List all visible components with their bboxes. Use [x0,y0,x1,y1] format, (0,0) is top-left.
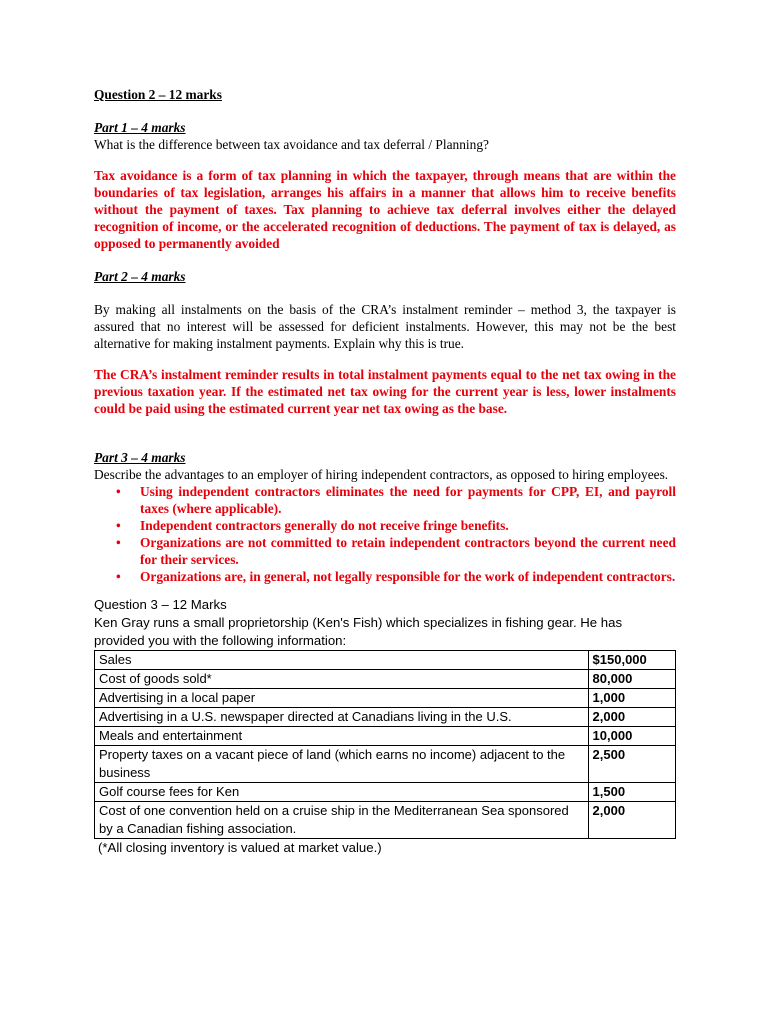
list-item: • Organizations are not committed to retain independent contractors beyond the current need for their services. [116,535,676,567]
list-item: • Using independent contractors eliminates the need for payments for CPP, EI, and payroll taxes (where applicable). [116,484,676,516]
part-1-answer: Tax avoidance is a form of tax planning in which the taxpayer, through means that are within the boundaries of tax legislation, arranges his affairs in a manner that allows him to receive benefits without the payment of taxes. Tax planning to achieve tax deferral involves either the delayed recognition of income, or the accelerated recognition of deductions. The payment of tax is delayed, as opposed to permanently avoided [94,168,676,251]
part-3-title: Part 3 – 4 marks [94,450,186,465]
part-1-question: What is the difference between tax avoidance and tax deferral / Planning? [94,137,489,152]
row-amount: 2,000 [588,802,675,839]
table-row [95,727,676,746]
row-amount: 80,000 [588,670,675,689]
list-item: • Independent contractors generally do not receive fringe benefits. [116,518,509,533]
part-1-title: Part 1 – 4 marks [94,120,186,135]
bullet-icon: • [116,535,121,550]
list-item: • Organizations are, in general, not legally responsible for the work of independent contractors. [116,569,676,584]
row-item: Advertising in a local paper [95,689,589,708]
bullet-icon: • [116,569,121,584]
row-amount: 1,500 [588,783,675,802]
table-row [95,802,676,839]
part-3-question: Describe the advantages to an employer of hiring independent contractors, as opposed to hiring employees. [94,467,669,482]
bullet-icon: • [116,518,121,533]
table-footnote: (*All closing inventory is valued at market value.) [98,840,382,855]
part-3-answer-list [94,483,676,585]
row-item: Cost of one convention held on a cruise ship in the Mediterranean Sea sponsored by a Canadian fishing association. [95,802,589,839]
bullet-icon: • [116,484,121,499]
document-page [94,86,676,857]
financial-info-table [94,650,676,839]
question-2-title: Question 2 – 12 marks [94,87,222,102]
table-row [95,670,676,689]
part-2-title: Part 2 – 4 marks [94,269,186,284]
row-item: Golf course fees for Ken [95,783,589,802]
table-row [95,651,676,670]
table-row [95,746,676,783]
row-amount: 1,000 [588,689,675,708]
row-item: Sales [95,651,589,670]
question-3-title: Question 3 – 12 Marks [94,597,227,612]
table-row [95,708,676,727]
part-2-question: By making all instalments on the basis of the CRA’s instalment reminder – method 3, the taxpayer is assured that no interest will be assessed for deficient instalments. However, this may not be the best alternative for making instalment payments. Explain why this is true. [94,302,676,351]
row-item: Advertising in a U.S. newspaper directed at Canadians living in the U.S. [95,708,589,727]
table-row [95,689,676,708]
row-amount: 2,500 [588,746,675,783]
row-amount: 2,000 [588,708,675,727]
row-amount: 10,000 [588,727,675,746]
row-item: Cost of goods sold* [95,670,589,689]
row-item: Meals and entertainment [95,727,589,746]
row-item: Property taxes on a vacant piece of land (which earns no income) adjacent to the business [95,746,589,783]
row-amount: $150,000 [588,651,675,670]
question-3-intro: Ken Gray runs a small proprietorship (Ken's Fish) which specializes in fishing gear. He has provided you with the following information: [94,615,623,648]
part-2-answer: The CRA’s instalment reminder results in total instalment payments equal to the net tax owing in the previous taxation year. If the estimated net tax owing for the current year is less, lower instalments could be paid using the estimated current year net tax owing as the base. [94,367,676,416]
table-row [95,783,676,802]
